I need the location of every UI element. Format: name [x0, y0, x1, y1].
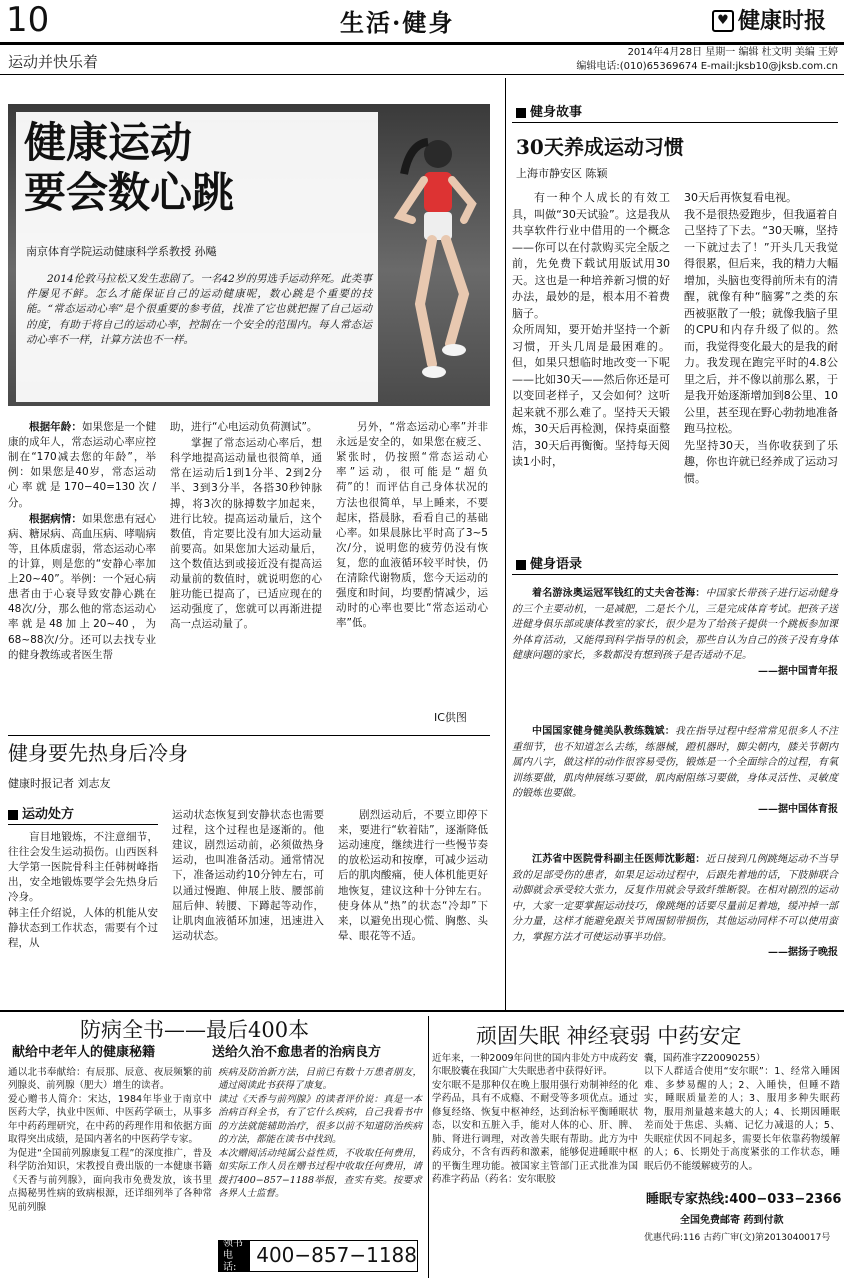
warmup-col3: 剧烈运动后，不要立即停下来，要进行“软着陆”，逐渐降低运动速度，继续进行一些慢节奏的放松运动和按摩，可减少运动后的肌肉酸痛，使人体机能更好地恢复，建议这种十分钟左右。使身体从“热”的状态“冷却”下来，以避免出现心慌、胸憋、头晕、眼花等不适。	[338, 809, 488, 942]
hero-lead-text: 2014伦敦马拉松又发生悲剧了。一名42岁的男选手运动猝死。此类事件屡见不鲜。怎么才能保证自己的运动健康呢，数心跳是个重要的技能。“常态运动心率”是个很重要的参考值，找准了它也就把握了自己运动的度，有助于将自己的运动心率，控制在一个安全的范围内。每人常态运动心率不一样，计算方法也不一样。	[26, 273, 372, 346]
age-paragraph: 根据年龄：如果您是一个健康的成年人，常态运动心率应控制在“170减去您的年龄”，举例：如果您是40岁，常态运动心率就是170−40=130次/分。	[8, 421, 157, 509]
main-article-col1	[8, 420, 156, 664]
runner-photo-icon	[380, 124, 490, 404]
quote-source: ——据中国青年报	[758, 665, 838, 677]
page-number: 10	[6, 0, 50, 40]
ad-right-title: 顽固失眠 神经衰弱 中药安定	[476, 1024, 742, 1048]
section-label-prescription: 运动处方	[8, 806, 74, 824]
hotline-label: 领书电话:	[219, 1241, 250, 1271]
section-label-quotes: 健身语录	[516, 556, 582, 574]
ad-left-col2: 疾病及防治新方法，目前已有数十万患者朋友，通过阅读此书获得了康复。 读过《天香与前列腺》的读者评价说：真是一本治病百科全书，有了它什么疾病，自己我看书中的方法就能辅助治疗，很多以前不知道防治疾病的方法，都能在读书中找到。 本次赠阅活动纯属公益性质，不收取任何费用，如实际工作人员在赠书过程中收取任何费用，请拨打400−857−1188举报，查实有奖。按要求各界人士监督。	[218, 1067, 422, 1200]
column-title: 运动并快乐着	[8, 53, 99, 71]
quote-item: 江苏省中医院骨科副主任医师沈影超：近日接到几例跳绳运动不当导致的足部受伤的患者，如果足运动过程中，后跟先着地的话，下肢肺联合动脚就会承受较大张力，反复作用就会导致纤维断裂。在相对剧烈的运动中，大家一定要掌握运动技巧，像跳绳的话要尽量前足着地，缓冲掉一部分力量，这样才能避免跟关节周围韧带损伤，其他运动同样不可以使用蛮力，掌握方法才可使运动事半功倍。 ——据扬子晚报	[512, 852, 838, 961]
ad-right-col1: 近年来，一种2009年问世的国内非处方中成药安尔眠胶囊在我国广大失眠患者中获得好评。 安尔眠不是那种仅在晚上服用强行劝制神经的化学药品，具有不成瘾、不耐受等多项优点。通过修复经络、恢复中枢神经，达到治标平衡睡眠状态，以安和五脏入手，能对人体的心、肝、脾、肺、肾进行调理，对改善失眠有帮助。此方为中药成分，不含有西药和激素，能够促进睡眠中枢的平衡生理功能。被国家主管部门正式批准为国药准字药品（药名：安尔眠胶	[432, 1053, 638, 1186]
section-label-story: 健身故事	[516, 104, 582, 122]
paragraph: 助，进行“心电运动负荷测试”。	[170, 421, 318, 433]
divider	[512, 122, 838, 123]
story-title: 30天养成运动习惯	[516, 135, 684, 159]
divider	[512, 574, 838, 575]
story-byline: 上海市静安区 陈颖	[516, 167, 608, 180]
header-underline	[0, 74, 844, 75]
contact-line: 编辑电话:(010)65369674 E-mail:jksb10@jksb.com.cn	[576, 61, 838, 72]
hero-lead	[26, 272, 372, 349]
hero-title-line2: 要会数心跳	[24, 168, 235, 217]
illness-paragraph: 根据病情：如果您患有冠心病、糖尿病、高血压病、哮喘病等，且体质虚弱，常态运动心率的计算，则是您的“安静心率加上20~40”。举例：一个冠心病患者由于心衰导致安静心跳在48次/分，那么他的常态运动心率就是48加上20~40，为68~88次/分。还可以去找专业的健身教练或者医生帮	[8, 512, 157, 661]
sleep-hotline: 睡眠专家热线:400−033−2366	[646, 1192, 842, 1207]
masthead-rule	[0, 42, 844, 45]
square-bullet-icon	[8, 810, 18, 820]
date-line: 2014年4月28日 星期一 编辑 杜文明 美编 王婷	[627, 47, 838, 58]
quote-item: 着名游泳奥运冠军钱红的丈夫舍苍海：中国家长带孩子进行运动健身的三个主要动机，一是减肥，二是长个儿，三是完成体育考试。把孩子送进健身俱乐部或康体教室的家长，很少是为了给孩子提供一个跳板参加课外体育活动，又能得到科学指导的机会，那些自认为自己的孩子没有身体健康问题的家长，多数都没有想到孩子是否适动不足。 ——据中国青年报	[512, 586, 838, 679]
divider	[8, 735, 490, 736]
story-col1: 有一种个人成长的有效工具，叫做“30天试验”。这是我从共享软件行业中借用的一个概念——你可以在付款购买完全版之前，先免费下载试用版试用30天。这也是一种培养新习惯的好办法，最妙的是，根本用不着费脑子。 众所周知，要开始并坚持一个新习惯，开头几周是最困难的。但，如果只想临时地改变一下呢——比如30天——然后你还是可以变回老样子，又会如何？这听起来就不那么难了。坚持天天锻炼，30天后再检测，保持桌面整洁，30天后再衡衡。坚持每天阅读1小时，	[512, 191, 670, 468]
story-col2: 30天后再恢复看电视。 我不是很热爱跑步，但我逼着自己坚持了下去。“30天嘛，坚持一下就过去了！”开头几天我觉得很累，但后来，我的精力大幅增加，头脑也变得前所未有的清醒，就像有种“脑雾”之类的东西被驱散了一般；就像我脑子里的CPU和内存升级了似的。然而，我觉得变化最大的是我的耐力。我发现在跑完平时的4.8公里之后，并不像以前那么累，于是我开始逐渐增加到8公里、10公里，甚至现在野心勃勃地准备跑马拉松。 先坚持30天，当你收获到了乐趣，你也许就已经养成了运动习惯。	[684, 191, 838, 485]
section-title: 生活·健身	[340, 8, 455, 37]
ad-left-col1: 通以北书奉献给：有辰那、辰意、夜辰频繁的前列腺炎、前列腺（肥大）增生的读者。 爱心赠书人简介：宋达，1984年毕业于南京中医药大学，执业中医师、中医药学硕士，从事多年中药药理研究，在中药的药理作用和依据方面取得突出成绩，是国内著名的中医药学专家。 为促进“全国前列腺康复工程”的深度推广，普及科学防治知识，宋教授自费出版的一本健康书籍《天香与前列腺》，面向我市免费发放，该书里点揭秘男性病的致病根源，还详细列举了各种常见前列腺	[8, 1067, 212, 1213]
logo-text: 健康时报	[738, 8, 827, 34]
promo-code: 优惠代码:116 古药广审(文)第2013040017号	[644, 1233, 831, 1243]
ad-divider	[0, 1010, 844, 1012]
hero-title	[24, 118, 234, 218]
hero-title-line1: 健康运动	[24, 118, 193, 167]
square-bullet-icon	[516, 560, 526, 570]
square-bullet-icon	[516, 108, 526, 118]
paragraph: 另外，“常态运动心率”并非永远是安全的，如果您在疲乏、紧张时，仍按照“常态运动心率”运动，很可能是“超负荷”的！而评估自己身体状况的方法也很简单，早上睡来，不要起床，搭晨脉，看看自己的基础心率。如果晨脉比平时高了3~5次/分，说明您的疲劳仍没有恢复，您的血液循环较平时快，仍在清除代谢物质，您今天运动的强度和时间，均要酌情减少，运动时的心率也要比“常态运动心率”低。	[336, 421, 488, 630]
hotline-number: 400−857−1188	[256, 1243, 417, 1268]
warmup-col2: 运动状态恢复到安静状态也需要过程，这个过程也是逐渐的。他建议，剧烈运动前，必须做热身运动，也叫准备活动。通常情况下，准备运动约10分钟左右，可以通过慢跑、伸展上肢、腰部前屈后伸、转腰、下蹲起等动作，让肌肉血液循环加速，迅速进入运动状态。	[172, 809, 324, 942]
warmup-title: 健身要先热身后冷身	[8, 741, 188, 765]
divider	[8, 824, 158, 825]
newspaper-logo	[712, 6, 826, 36]
publication-info	[560, 46, 838, 74]
quote-item: 中国国家健身健美队教练魏斌：我在指导过程中经常常见很多人不注重细节，也不知道怎么去练，练器械，蹬机器时，脚尖朝内，膝关节朝内属内八字，做这样的动作很容易受伤，锻炼是一个全面综合的过程，有氧训练要做，肌肉伸展练习要做，肌肉耐阻练习要做，身体灵活性、灵敏度的锻炼也要做。 ——据中国体育报	[512, 724, 838, 817]
warmup-byline: 健康时报记者 刘志友	[8, 777, 111, 790]
main-article-col2	[170, 420, 322, 634]
ad-right-col2: 囊，国药准字Z20090255） 以下人群适合使用“安尔眠”：1、经常入睡困难、多梦易醒的人；2、入睡快，但睡不踏实，睡眠质量差的人；3、服用多种失眠药物，服用剂量越来越大的人；4、长期因睡眠差而处于焦虑、头痛、记忆力减退的人；5、失眠症伏因不同起多，需要长年依靠药物缓解的人；6、长期处于高度紧张的工作状态，睡眠后仍不能缓解疲劳的人。	[644, 1053, 840, 1172]
ad-subtitle-2: 送给久治不愈患者的治病良方	[212, 1045, 382, 1060]
column-divider	[505, 78, 506, 1010]
free-shipping-note: 全国免费邮寄 药到付款	[680, 1215, 784, 1226]
ad-left-title: 防病全书——最后400本	[80, 1018, 310, 1042]
ad-column-divider	[428, 1016, 429, 1278]
paragraph: 掌握了常态运动心率后，想科学地提高运动量也很简单，通常在运动后1到1分半、2到2分半、3到3分半，各搭30秒钟脉搏，将3次的脉搏数字加起来，进行比较。提高运动量后，这个数值，肯定要比没有加大运动量前要高。如果您加大运动量后，这个数值达到或接近没有提高运动量前的数值时，就说明您的心脏功能已提高了，已适应现在的运动强度了，您就可以再渐进提高一点运动量了。	[170, 437, 322, 631]
logo-mark-icon: ♥	[712, 10, 734, 32]
ad-subtitle-1: 献给中老年人的健康秘籍	[12, 1045, 156, 1060]
hero-author: 南京体育学院运动健康科学系教授 孙飚	[26, 245, 217, 258]
quote-source: ——据扬子晚报	[768, 947, 838, 958]
warmup-col1: 盲目地锻炼，不注意细节，往往会发生运动损伤。山西医科大学第一医院骨科主任韩树峰指出，安全地锻炼要学会先热身后冷身。 韩主任介绍说，人体的机能从安静状态到工作状态，需要有个过程，从	[8, 831, 158, 949]
hero-banner	[8, 104, 490, 406]
book-hotline-box	[218, 1240, 418, 1272]
quote-source: ——据中国体育报	[758, 803, 838, 815]
main-article-col3	[336, 420, 488, 633]
photo-credit: IC供图	[434, 711, 467, 724]
